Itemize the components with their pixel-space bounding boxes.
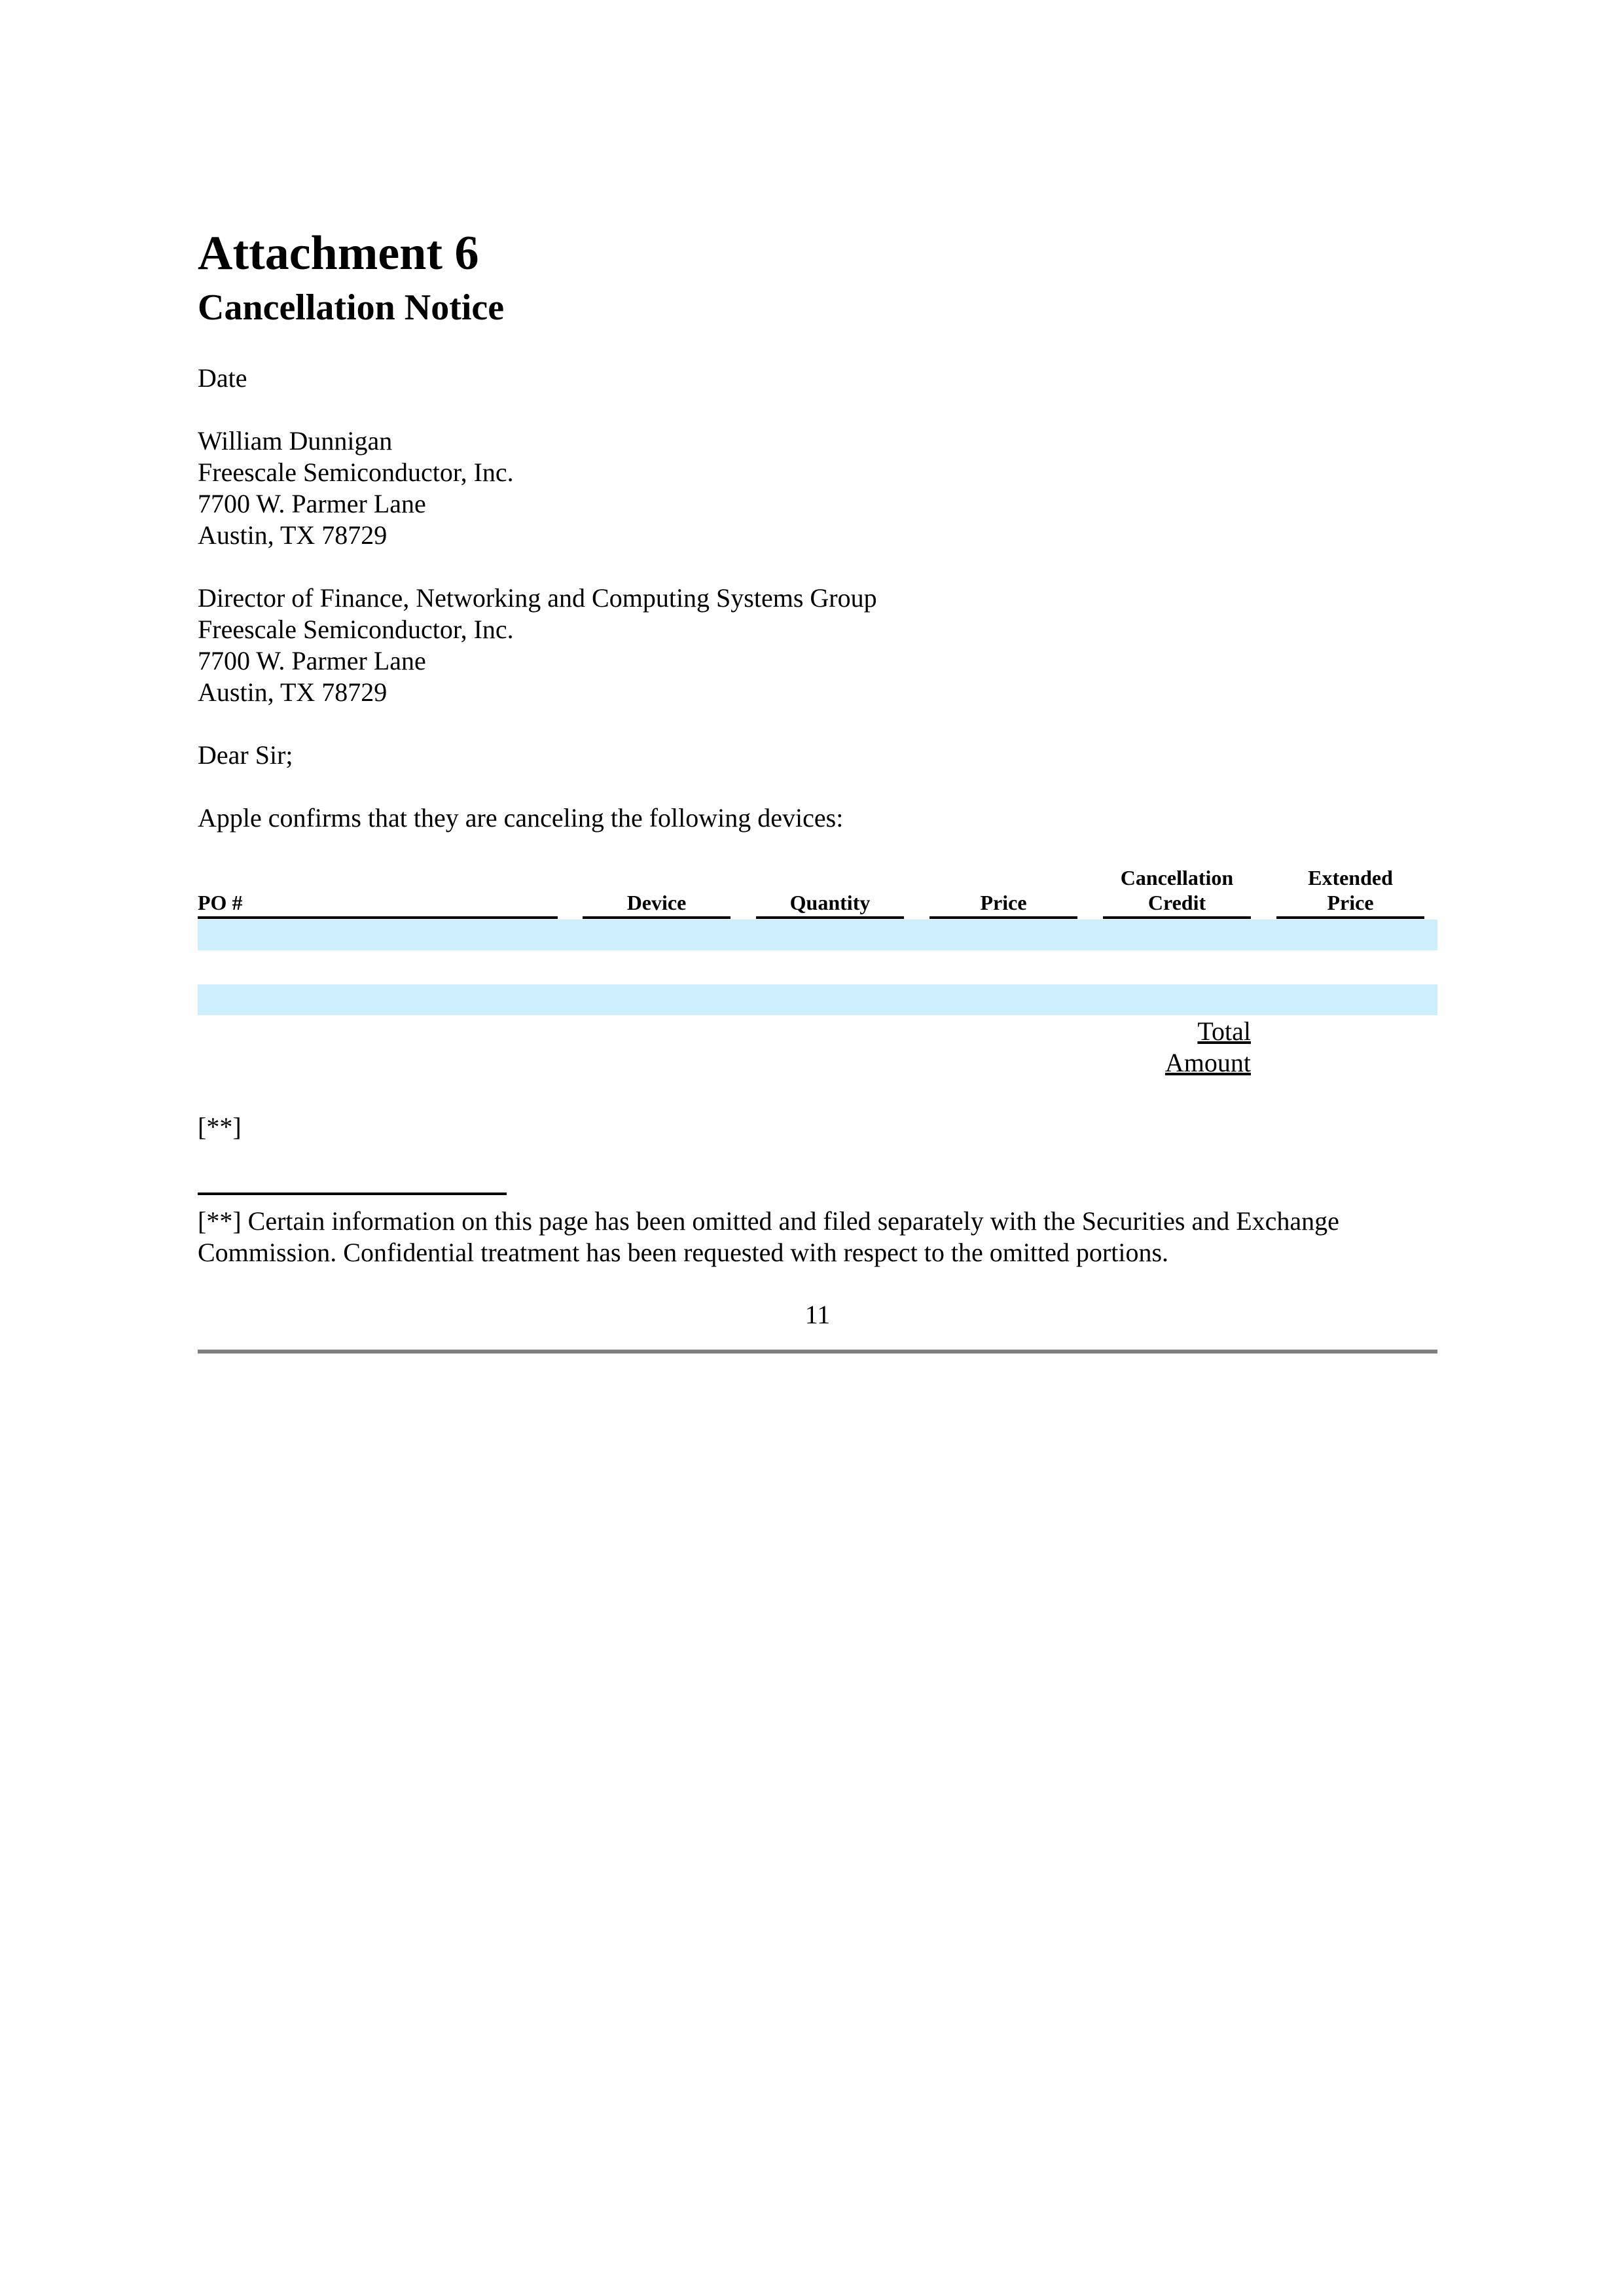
- footnote-line-2: Commission. Confidential treatment has been requested with respect to the omitted portions.: [198, 1238, 1169, 1267]
- table-row: [198, 920, 1437, 950]
- column-header-quantity-underline: [756, 916, 904, 919]
- recipient-address-2: [198, 583, 877, 708]
- column-header-cancellation-line1: Cancellation: [1120, 866, 1234, 889]
- document-subtitle: Cancellation Notice: [198, 287, 505, 328]
- recipient-name: William Dunnigan: [198, 426, 393, 456]
- salutation: Dear Sir;: [198, 740, 293, 770]
- footnote: [198, 1206, 1339, 1268]
- recipient-address-1: [198, 425, 514, 551]
- total-amount-label: [1103, 1016, 1251, 1079]
- column-header-quantity: Quantity: [789, 891, 871, 914]
- table-row: [198, 984, 1437, 1015]
- column-header-cancellation-line2: Credit: [1147, 891, 1206, 914]
- redaction-marker: [**]: [198, 1112, 242, 1141]
- column-header-extended-underline: [1276, 916, 1424, 919]
- page-number: 11: [804, 1300, 831, 1329]
- recipient-street: 7700 W. Parmer Lane: [198, 489, 426, 518]
- recipient-city: Austin, TX 78729: [198, 520, 388, 550]
- recipient-title: Director of Finance, Networking and Computing Systems Group: [198, 583, 877, 613]
- column-header-device: Device: [626, 891, 687, 914]
- column-header-extended-line1: Extended: [1308, 866, 1393, 889]
- column-header-device-underline: [583, 916, 731, 919]
- footnote-line-1: [**] Certain information on this page has been omitted and filed separately with the Securities and Exchange: [198, 1206, 1339, 1236]
- total-label-line1: Total: [1197, 1016, 1251, 1046]
- recipient-city: Austin, TX 78729: [198, 677, 388, 707]
- page-bottom-rule: [198, 1350, 1437, 1354]
- total-label-line2: Amount: [1164, 1048, 1251, 1077]
- footnote-divider: [198, 1193, 507, 1195]
- recipient-street: 7700 W. Parmer Lane: [198, 646, 426, 675]
- column-header-po: PO #: [198, 891, 243, 914]
- column-header-cancellation-underline: [1103, 916, 1251, 919]
- column-header-po-underline: [198, 916, 558, 919]
- document-title: Attachment 6: [198, 226, 479, 280]
- column-header-price-underline: [929, 916, 1077, 919]
- recipient-company: Freescale Semiconductor, Inc.: [198, 457, 514, 487]
- column-header-price: Price: [980, 891, 1027, 914]
- column-header-extended-line2: Price: [1327, 891, 1374, 914]
- intro-text: Apple confirms that they are canceling the following devices:: [198, 803, 844, 833]
- date-label: Date: [198, 363, 247, 393]
- column-header-extended-price: [1276, 865, 1424, 915]
- column-header-cancellation-credit: [1103, 865, 1251, 915]
- recipient-company: Freescale Semiconductor, Inc.: [198, 615, 514, 644]
